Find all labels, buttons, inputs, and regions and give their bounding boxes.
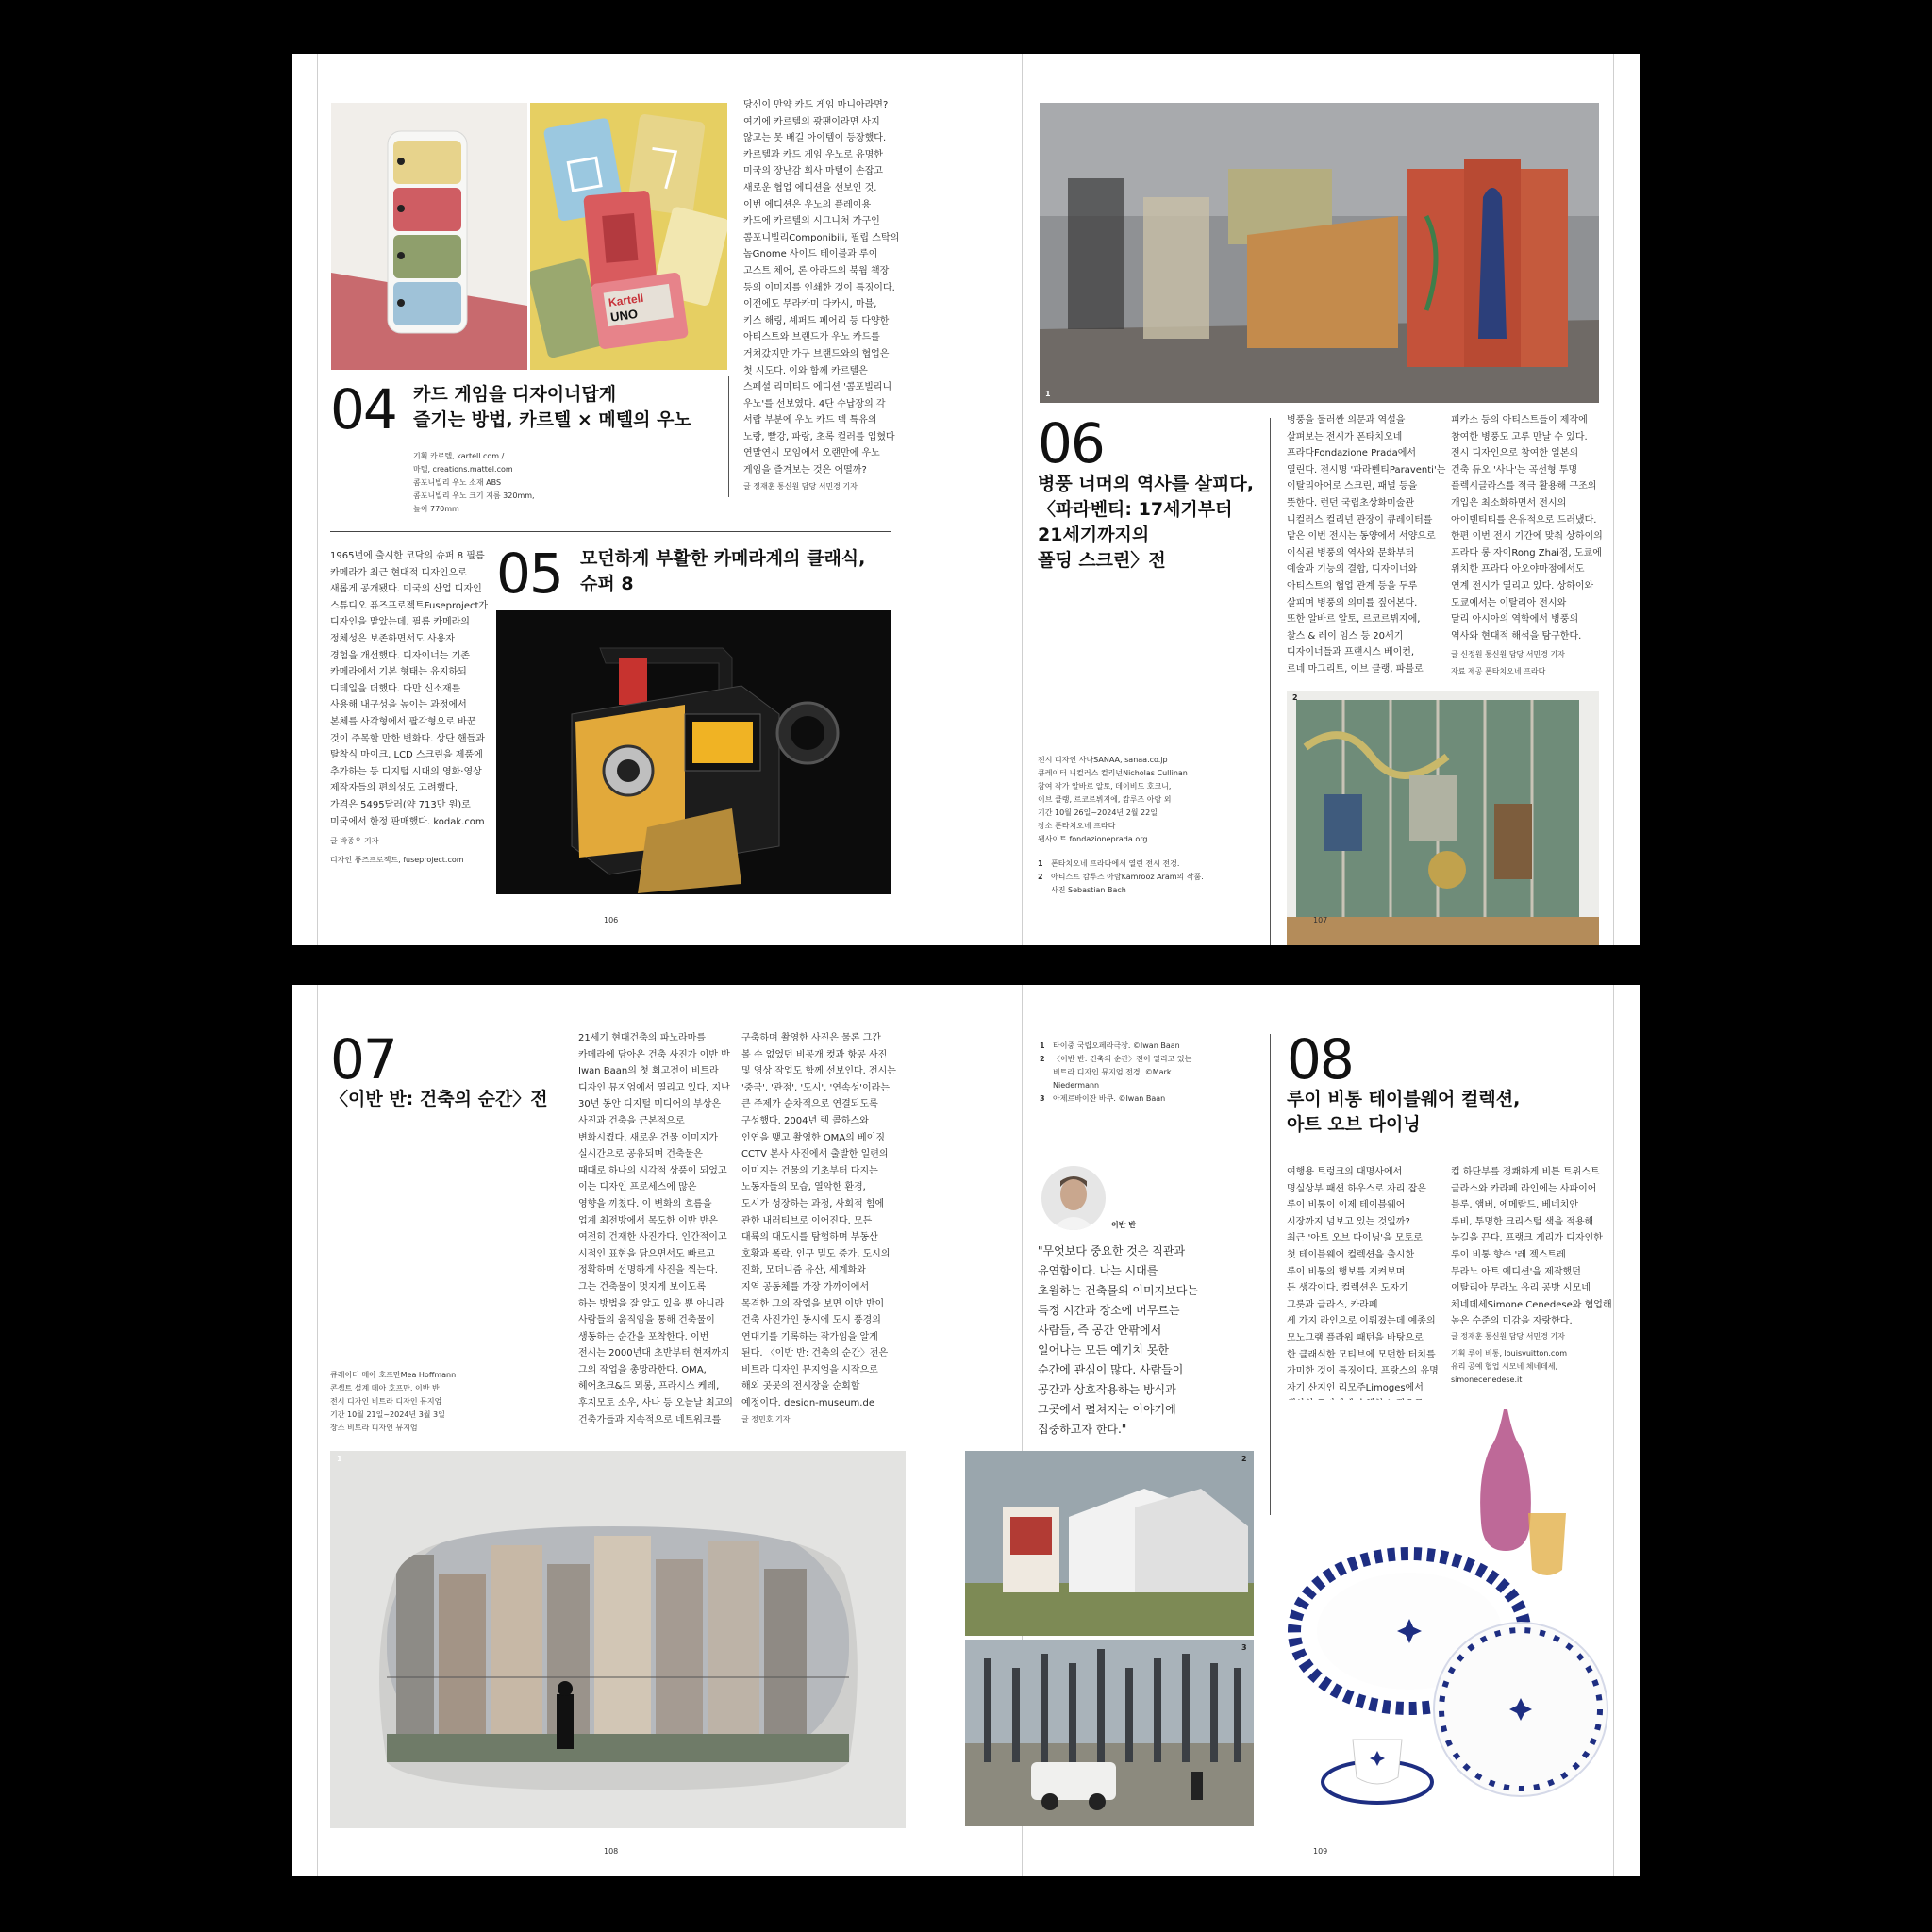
s06-number: 06 [1038,411,1104,475]
s07-title: 〈이반 반: 건축의 순간〉전 [330,1089,548,1109]
s06-caption-2: 2 아티스트 캄루즈 아람Kamrooz Aram의 작품. [1038,873,1204,881]
page-number-109: 109 [1313,1847,1328,1856]
s07-byline: 글 정민호 기자 [741,1415,791,1424]
s06-byline: 글 신정원 통신원 담당 서민경 기자 [1451,650,1565,658]
iwan-baan-quote: "무엇보다 중요한 것은 직관과 유연함이다. 나는 시대를 초월하는 건축물의 이미지보다는 특정 시간과 장소에 머무르는 사람들, 즉 공간 안팎에서 일어나는 모든 예기치 못한 순간에 관심이 많다. 사람들이 공간과 상호작용하는 방식과 그곳에서 펼쳐지는 이야기에 집중하고자 한다." [1038,1244,1198,1436]
fig1-label: 1 [337,1455,342,1463]
taichung-opera-photo [330,1451,906,1828]
uno-cards-photo [530,103,727,370]
s08-title-line1: 루이 비통 테이블웨어 컬렉션, [1287,1089,1521,1109]
page-edge-center [1022,54,1023,945]
s04-body: 당신이 만약 카드 게임 마니아라면? 여기에 카르텔의 광팬이라면 사지 않고는 못 배길 아이템이 등장했다. 카르텔과 카드 게임 우노로 유명한 미국의 장난감 회사 마텔이 손잡고 새로운 협업 에디션을 선보인 것. 이번 에디션은 우노의 플레이용 카드에 카르텔의 시그니처 가구인 콤포니빌리Componibili, 필립 스탁의 놈Gnome 사이드 테이블과 루이 고스트 체어, 론 아라드의 북웜 책장 등의 이미지를 인쇄한 것이 특징이다. 이전에도 무라카미 다카시, 마블, 키스 해링, 셰퍼드 페어리 등 다양한 아티스트와 브랜드가 우노 카드를 거쳐갔지만 가구 브랜드와의 협업은 첫 시도다. 이와 함께 카르텔은 스페셜 리미티드 에디션 '콤포빌리니 우노'를 선보였다. 4단 수납장의 각 서랍 부분에 우노 카드 덱 특유의 노랑, 빨강, 파랑, 초록 컬러를 입혔다 연말연시 모임에서 오랜만에 우노 게임을 즐겨보는 것은 어떨까? [743,100,900,476]
s08-byline: 글 정재훈 통신원 담당 서민경 기자 [1451,1332,1565,1341]
s08-credits: 기획 루이 비통, louisvuitton.com 유리 공예 협업 시모네 체네데세, simonecenedese.it [1451,1349,1568,1384]
spread-108-109 [292,985,1640,1876]
s05-title [580,546,891,597]
fig2-label: 2 [1241,1455,1247,1463]
page-edge-left [317,985,318,1876]
s07-caption-2: 2 〈이반 반: 건축의 순간〉전이 열리고 있는 비트라 디자인 뮤지엄 전경. ©Mark Niedermann [1040,1055,1192,1090]
s05-title-line1: 모던하게 부활한 카메라계의 클래식, [580,548,866,569]
s05-byline: 글 박종우 기자 [330,837,379,845]
s05-credits: 디자인 퓨즈프로젝트, fuseproject.com [330,856,464,864]
s06-caption-1: 1 폰타치오네 프라다에서 열린 전시 전경. [1038,859,1180,868]
s08-title [1287,1087,1589,1138]
page-edge-right [1613,54,1614,945]
louis-vuitton-tableware-photo [1287,1400,1613,1834]
s04-title-line2: 즐기는 방법, 카르텔 × 메텔의 우노 [413,408,691,430]
s07-number: 07 [330,1027,396,1091]
fig2-label: 2 [1292,693,1298,702]
s07-caption-3: 3 아제르바이잔 바쿠. ©Iwan Baan [1040,1094,1166,1103]
s07-captions [1040,1040,1200,1106]
page-number-107: 107 [1313,916,1328,924]
vitra-museum-photo [965,1451,1254,1636]
s07-caption-1: 1 타이중 국립오페라극장. ©Iwan Baan [1040,1041,1180,1050]
spread-106-107 [292,54,1640,945]
baku-photo [965,1640,1254,1826]
kartell-logo-text: Kartell [608,291,645,309]
s04-divider [728,376,729,497]
s04-number: 04 [330,377,396,441]
s05-number: 05 [496,541,562,606]
s07-body-col1: 21세기 현대건축의 파노라마를 카메라에 담아온 건축 사진가 이반 반 Iwan Baan의 첫 회고전이 비트라 디자인 뮤지엄에서 열리고 있다. 지난 30년 동안 디지털 미디어의 부상은 사진과 건축을 근본적으로 변화시켰다. 새로운 건물 이미지가 실시간으로 공유되며 건축물은 때때로 하나의 시각적 상품이 되었고 이는 디자인 프로세스에 많은 영향을 끼쳤다. 이 변화의 흐름을 업계 최전방에서 목도한 이반 반은 여전히 건재한 사진가다. 인간적이고 시적인 표현을 담으면서도 빠르고 정확하며 선명하게 사진을 찍는다. 그는 건축물이 멋지게 보이도록 하는 방법을 잘 알고 있을 뿐 아니라 사람들의 움직임을 통해 건축물이 생동하는 순간을 포착한다. 이번 전시는 2000년대 초반부터 현재까지 그의 작업을 총망라한다. OMA, 헤어초크&드 뫼롱, 프라시스 케레, 후지모토 소우, 사나 등 오늘날 최고의 건축가들과 지속적으로 네트워크를 [578,1033,733,1425]
iwan-baan-portrait [1041,1166,1106,1230]
s06-title-line2: 〈파라벤티: 17세기부터 [1038,498,1233,520]
page-number-106: 106 [604,916,619,924]
fig3-label: 3 [1241,1643,1247,1652]
s06-source: 자료 제공 폰타치오네 프라다 [1451,667,1546,675]
portrait-name: 이반 반 [1111,1221,1136,1229]
s04-title [413,382,724,433]
s07-credits: 큐레이터 메아 호프만Mea Hoffmann 콘셉트 설계 메아 호프만, 이반 반 전시 디자인 비트라 디자인 뮤지엄 기간 10월 21일~2024년 3월 3일 장소 비트라 디자인 뮤지엄 [330,1371,457,1432]
page-edge-left [317,54,318,945]
s04-title-line1: 카드 게임을 디자이너답게 [413,384,617,405]
s06-body-col1: 병풍을 둘러싼 의문과 역설을 살펴보는 전시가 폰타치오네 프라다Fondazione Prada에서 열린다. 전시명 '파라벤티Paraventi'는 이탈리아어로 스크린, 패널 등을 뜻한다. 런던 국립초상화미술관 니컬러스 컬리넌 관장이 큐레이터를 맡은 이번 전시는 동양에서 서양으로 이식된 병풍의 역사와 문화부터 예술과 기능의 결합, 디자이너와 아티스트의 협업 관계 등을 두루 살피며 병풍의 의미를 짚어본다. 또한 알바르 알토, 르코르뷔지에, 찰스 & 레이 임스 등 20세기 디자이너들과 프랜시스 베이컨, 르네 마그리트, 이브 클랭, 파블로 [1287,415,1446,675]
s06-credits: 전시 디자인 사나SANAA, sanaa.co.jp 큐레이터 니컬러스 컬리넌Nicholas Cullinan 참여 작가 알바르 알토, 데이비드 호크니, 이브 클랭, 르코르뷔지에, 캄루즈 아람 외 기간 10월 26일~2024년 2월 22일 장소 폰타치오네 프라다 웹사이트 fondazioneprada.org [1038,756,1188,843]
s06-title-line4: 폴딩 스크린〉전 [1038,549,1166,571]
s06-title-line3: 21세기까지의 [1038,524,1150,545]
s06-column-rule [1270,418,1271,945]
s04-byline: 글 정재훈 통신원 담당 서민경 기자 [743,482,858,491]
s06-title-line1: 병풍 너머의 역사를 살피다, [1038,474,1254,494]
kamrooz-aram-screen-photo [1287,691,1599,945]
s04-credits: 기획 카르텔, kartell.com / 마텔, creations.mattel.com 콤포니빌리 우노 소재 ABS 콤포니빌리 우노 크기 지름 320mm, 높이 770mm [413,452,535,513]
paraventi-exhibition-photo [1040,103,1599,403]
section-rule-04-05 [330,531,891,532]
s05-body: 1965년에 출시한 코닥의 슈퍼 8 필름 카메라가 최근 현대적 디자인으로 새롭게 공개됐다. 미국의 산업 디자인 스튜디오 퓨즈프로젝트Fuseproject가 디자인을 맡았는데, 필름 카메라의 정체성은 보존하면서도 사용자 경험을 개선했다. 디자이너는 기존 카메라에서 기본 형태는 유지하되 디테일을 더했다. 다만 신소재를 사용해 내구성을 높이는 과정에서 본체를 사각형에서 팔각형으로 바꾼 것이 주목할 만한 변화다. 상단 핸들과 탈착식 마이크, LCD 스크린을 제품에 추가하는 등 디지털 시대의 영화·영상 제작자들의 편의성도 고려했다. 가격은 5495달러(약 713만 원)로 미국에서 한정 판매했다. kodak.com [330,551,489,827]
s06-photo-credit: 사진 Sebastian Bach [1051,886,1126,894]
s08-body-col2: 컵 하단부를 경쾌하게 비튼 트위스트 글라스와 카라페 라인에는 사파이어 블루, 앰버, 에메랄드, 베네치안 루비, 투명한 크리스털 색을 적용해 눈길을 끈다. 프랭크 게리가 디자인한 루이 비통 향수 '레 젝스트레 무라노 아트 에디션'을 제작했던 이탈리아 무라노 유리 공방 시모네 체네데세Simone Cenedese와 협업해 높은 수준의 미감을 자랑한다. [1451,1167,1612,1327]
s06-title [1038,472,1264,574]
s08-column-rule [1270,1034,1271,1515]
s05-title-line2: 슈퍼 8 [580,573,634,594]
page-number-108: 108 [604,1847,619,1856]
s08-body-col1: 여행용 트렁크의 대명사에서 명실상부 패션 하우스로 자리 잡은 루이 비통이 이제 테이블웨어 시장까지 넘보고 있는 것일까? 최근 '아트 오브 다이닝'을 모토로 첫 테이블웨어 컬렉션을 출시한 루이 비통의 행보를 지켜보며 든 생각이다. 컬렉션은 도자기 그릇과 글라스, 카라페 세 가지 라인으로 이뤄졌는데 예종의 모노그램 플라워 패턴을 바탕으로 한 클래식한 모티브에 모던한 터치를 가미한 것이 특징이다. 프랑스의 유명 자기 산지인 리모주Limoges에서 [1287,1167,1439,1393]
page-edge-right [1613,985,1614,1876]
s08-title-line2: 아트 오브 다이닝 [1287,1113,1421,1135]
super8-camera-photo [496,610,891,894]
componibili-photo [331,103,527,370]
s07-body-col2: 구축하며 촬영한 사진은 물론 그간 볼 수 없었던 비공개 컷과 항공 사진 및 영상 작업도 함께 선보인다. 전시는 '중국', '관점', '도시', '연속성'이라는 큰 주제가 순차적으로 연결되도록 구성했다. 2004년 렘 콜하스와 인연을 맺고 촬영한 OMA의 베이징 CCTV 본사 사진에서 출발한 일련의 이미지는 건물의 기초부터 다지는 노동자들의 모습, 열악한 환경, 도시가 성장하는 과정, 사회적 힘에 관한 내러티브로 이어진다. 모든 대륙의 대도시를 탐험하며 부동산 호황과 폭락, 인구 밀도 증가, 도시의 진화, 모더니즘 유산, 세계화와 지역 공동체를 가장 가까이에서 목격한 그의 작업을 보면 이반 반이 건축 사진가인 동시에 도시 풍경의 연대기를 기록하는 작가임을 알게 된다. 〈이반 반: 건축의 순간〉전은 비트라 디자인 뮤지엄을 시작으로 해외 곳곳의 전시장을 순회할 예정이다. design-museum.de [741,1033,896,1409]
s08-number: 08 [1287,1027,1353,1091]
uno-logo-text: UNO [609,306,639,325]
s06-captions [1038,858,1264,897]
s06-body-col2: 피카소 등의 아티스트들이 제작에 참여한 병풍도 고루 만날 수 있다. 전시 디자인으로 참여한 일본의 건축 듀오 '사나'는 곡선형 투명 플렉시글라스를 적극 활용해 구조의 개입은 최소화하면서 전시의 아이덴티티를 은유적으로 드러냈다. 한편 이번 전시 기간에 맞춰 상하이의 프라다 롱 자이Rong Zhai점, 도쿄에 위치한 프라다 아오야마점에서도 연계 전시가 열리고 있다. 상하이와 도쿄에서는 이탈리아 전시와 달리 아시아의 역학에서 병풍의 역사와 현대적 해석을 탐구한다. [1451,415,1603,641]
fig1-label: 1 [1045,390,1051,398]
